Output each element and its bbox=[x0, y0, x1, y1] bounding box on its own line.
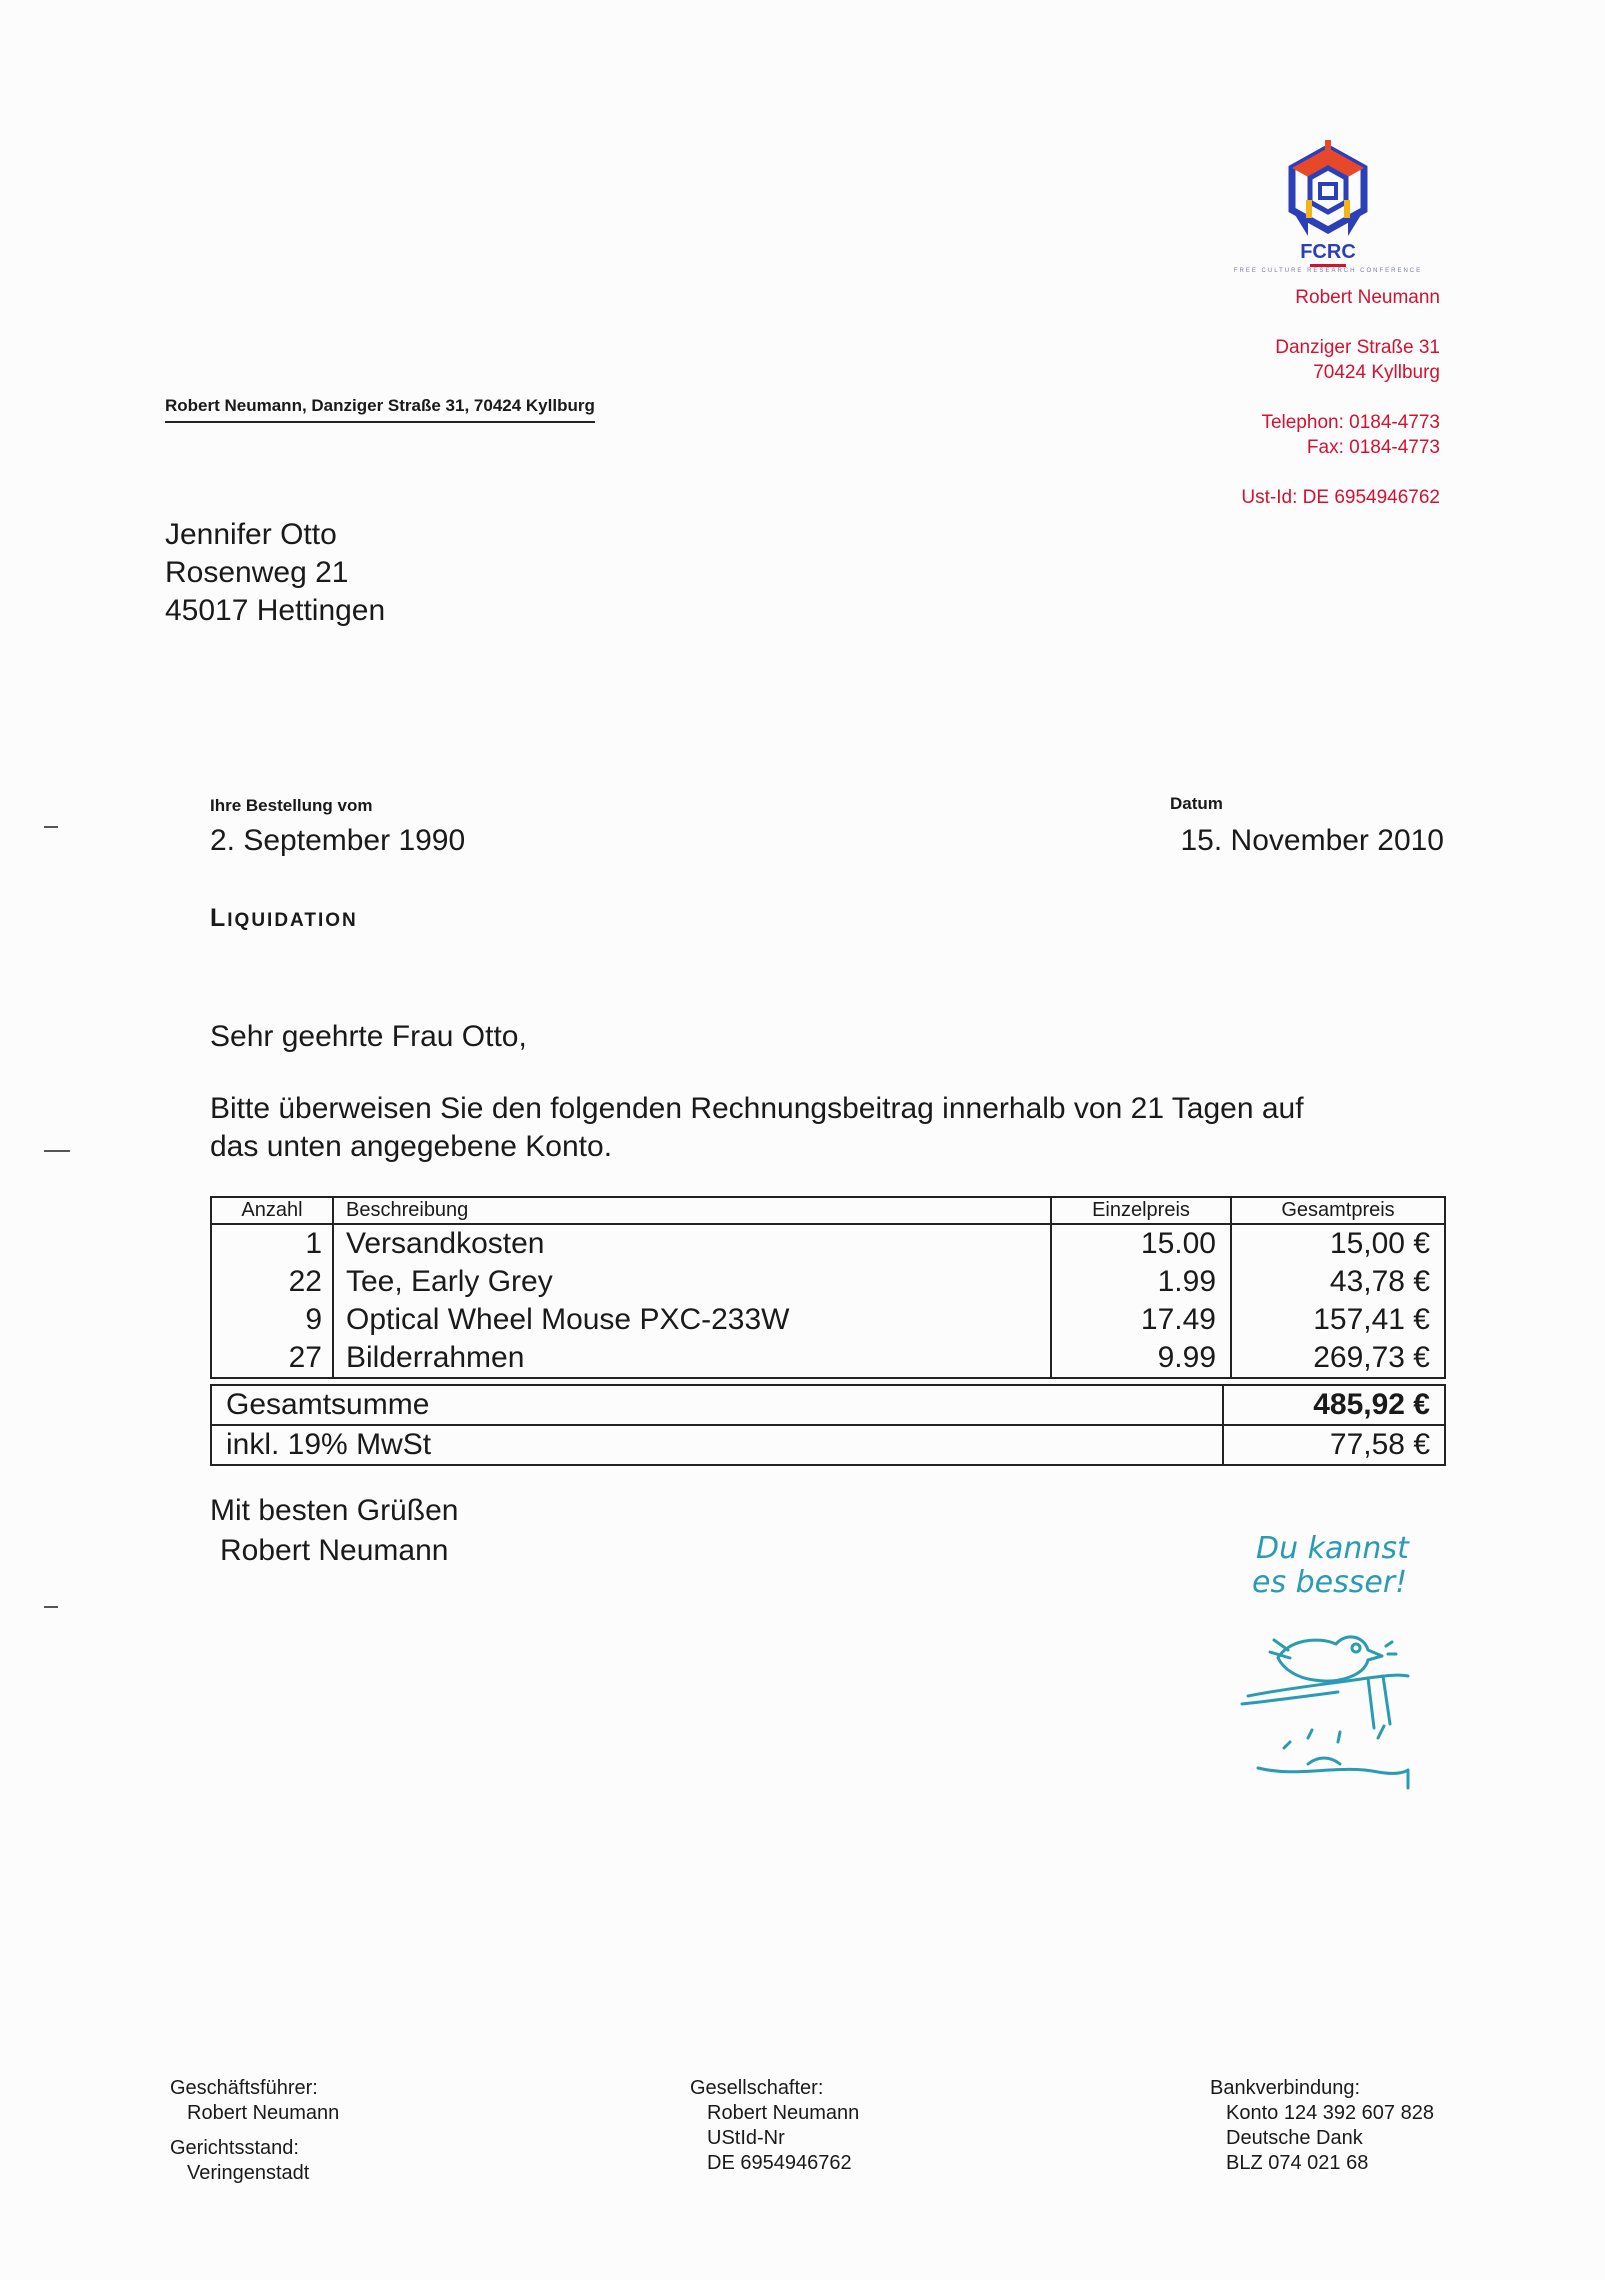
item-description: Versandkosten bbox=[334, 1225, 1052, 1263]
table-row bbox=[212, 1225, 1444, 1263]
subject bbox=[210, 904, 358, 933]
footer-managing-director: Robert Neumann bbox=[187, 2102, 340, 2124]
table-row bbox=[212, 1263, 1444, 1301]
subject-rest: IQUIDATION bbox=[227, 910, 358, 931]
invoice-totals bbox=[210, 1384, 1446, 1466]
invoice-date: 15. November 2010 bbox=[1180, 824, 1444, 857]
date-label: Datum bbox=[1170, 794, 1223, 813]
item-quantity: 27 bbox=[212, 1339, 334, 1377]
subject-initial: L bbox=[210, 904, 228, 932]
svg-text:FCRC: FCRC bbox=[1300, 241, 1356, 263]
bird-stamp bbox=[1218, 1528, 1418, 1818]
header-total-price: Gesamtpreis bbox=[1281, 1199, 1395, 1221]
item-description: Tee, Early Grey bbox=[334, 1263, 1052, 1301]
sender-phone: Telephon: 0184-4773 bbox=[1261, 412, 1440, 433]
sender-vat-id: Ust-Id: DE 6954946762 bbox=[1241, 487, 1440, 508]
sender-fax: Fax: 0184-4773 bbox=[1306, 437, 1440, 458]
vat-value: 77,58 € bbox=[1329, 1428, 1430, 1461]
footer-bank-label: Bankverbindung: bbox=[1210, 2077, 1361, 2099]
footer-managing-director-label: Geschäftsführer: bbox=[170, 2077, 318, 2099]
header-description: Beschreibung bbox=[334, 1198, 1052, 1223]
order-date-label: Ihre Bestellung vom bbox=[210, 796, 373, 815]
header-quantity: Anzahl bbox=[212, 1198, 334, 1223]
recipient-city: 45017 Hettingen bbox=[165, 594, 386, 627]
footer-bank-name: Deutsche Dank bbox=[1226, 2127, 1363, 2149]
stamp-line-1: Du kannst bbox=[1256, 1531, 1409, 1566]
item-quantity: 1 bbox=[212, 1225, 334, 1263]
invoice-items-table bbox=[210, 1196, 1446, 1379]
sender-name: Robert Neumann bbox=[1295, 287, 1440, 308]
footer-vat-label: UStId-Nr bbox=[707, 2127, 785, 2149]
fold-mark bbox=[44, 826, 58, 828]
footer-shareholder-label: Gesellschafter: bbox=[690, 2077, 824, 2099]
sender-street: Danziger Straße 31 bbox=[1275, 337, 1440, 358]
item-description: Optical Wheel Mouse PXC-233W bbox=[334, 1301, 1052, 1339]
item-quantity: 9 bbox=[212, 1301, 334, 1339]
item-description: Bilderrahmen bbox=[334, 1339, 1052, 1377]
item-unit-price: 15.00 bbox=[1052, 1225, 1232, 1263]
footer-jurisdiction: Veringenstadt bbox=[187, 2162, 310, 2184]
table-row bbox=[212, 1339, 1444, 1377]
intro-line-2: das unten angegebene Konto. bbox=[210, 1130, 613, 1163]
header-unit-price: Einzelpreis bbox=[1052, 1198, 1232, 1223]
item-total-price: 43,78 € bbox=[1329, 1265, 1430, 1298]
logo-tagline: FREE CULTURE RESEARCH CONFERENCE bbox=[1233, 268, 1423, 274]
table-row bbox=[212, 1301, 1444, 1339]
recipient-street: Rosenweg 21 bbox=[165, 556, 349, 589]
return-address: Robert Neumann, Danziger Straße 31, 70424 Kyllburg bbox=[165, 396, 595, 423]
item-unit-price: 9.99 bbox=[1052, 1339, 1232, 1377]
item-unit-price: 17.49 bbox=[1052, 1301, 1232, 1339]
closing-greeting: Mit besten Grüßen bbox=[210, 1494, 459, 1527]
table-header bbox=[212, 1198, 1444, 1225]
fold-mark bbox=[44, 1606, 58, 1608]
item-quantity: 22 bbox=[212, 1263, 334, 1301]
item-unit-price: 1.99 bbox=[1052, 1263, 1232, 1301]
grand-total-row bbox=[212, 1386, 1444, 1424]
item-total-price: 15,00 € bbox=[1329, 1227, 1430, 1260]
footer-vat-number: DE 6954946762 bbox=[707, 2152, 852, 2174]
closing-name: Robert Neumann bbox=[220, 1534, 449, 1567]
sender-city: 70424 Kyllburg bbox=[1313, 362, 1440, 383]
footer-bank-account: Konto 124 392 607 828 bbox=[1226, 2102, 1434, 2124]
stamp-line-2: es besser! bbox=[1252, 1565, 1408, 1600]
footer-bank-code: BLZ 074 021 68 bbox=[1226, 2152, 1369, 2174]
footer-shareholder: Robert Neumann bbox=[707, 2102, 860, 2124]
fold-mark bbox=[44, 1150, 70, 1152]
intro-line-1: Bitte überweisen Sie den folgenden Rechnungsbeitrag innerhalb von 21 Tagen auf bbox=[210, 1092, 1304, 1125]
recipient-name: Jennifer Otto bbox=[165, 518, 337, 551]
item-total-price: 157,41 € bbox=[1313, 1303, 1430, 1336]
vat-row bbox=[212, 1424, 1444, 1464]
fcrc-logo bbox=[1278, 140, 1378, 272]
vat-label: inkl. 19% MwSt bbox=[212, 1426, 1224, 1464]
grand-total-label: Gesamtsumme bbox=[212, 1386, 1224, 1424]
salutation: Sehr geehrte Frau Otto, bbox=[210, 1020, 527, 1053]
order-date: 2. September 1990 bbox=[210, 824, 466, 857]
grand-total-value: 485,92 € bbox=[1313, 1388, 1430, 1421]
item-total-price: 269,73 € bbox=[1313, 1341, 1430, 1374]
footer-jurisdiction-label: Gerichtsstand: bbox=[170, 2137, 299, 2159]
